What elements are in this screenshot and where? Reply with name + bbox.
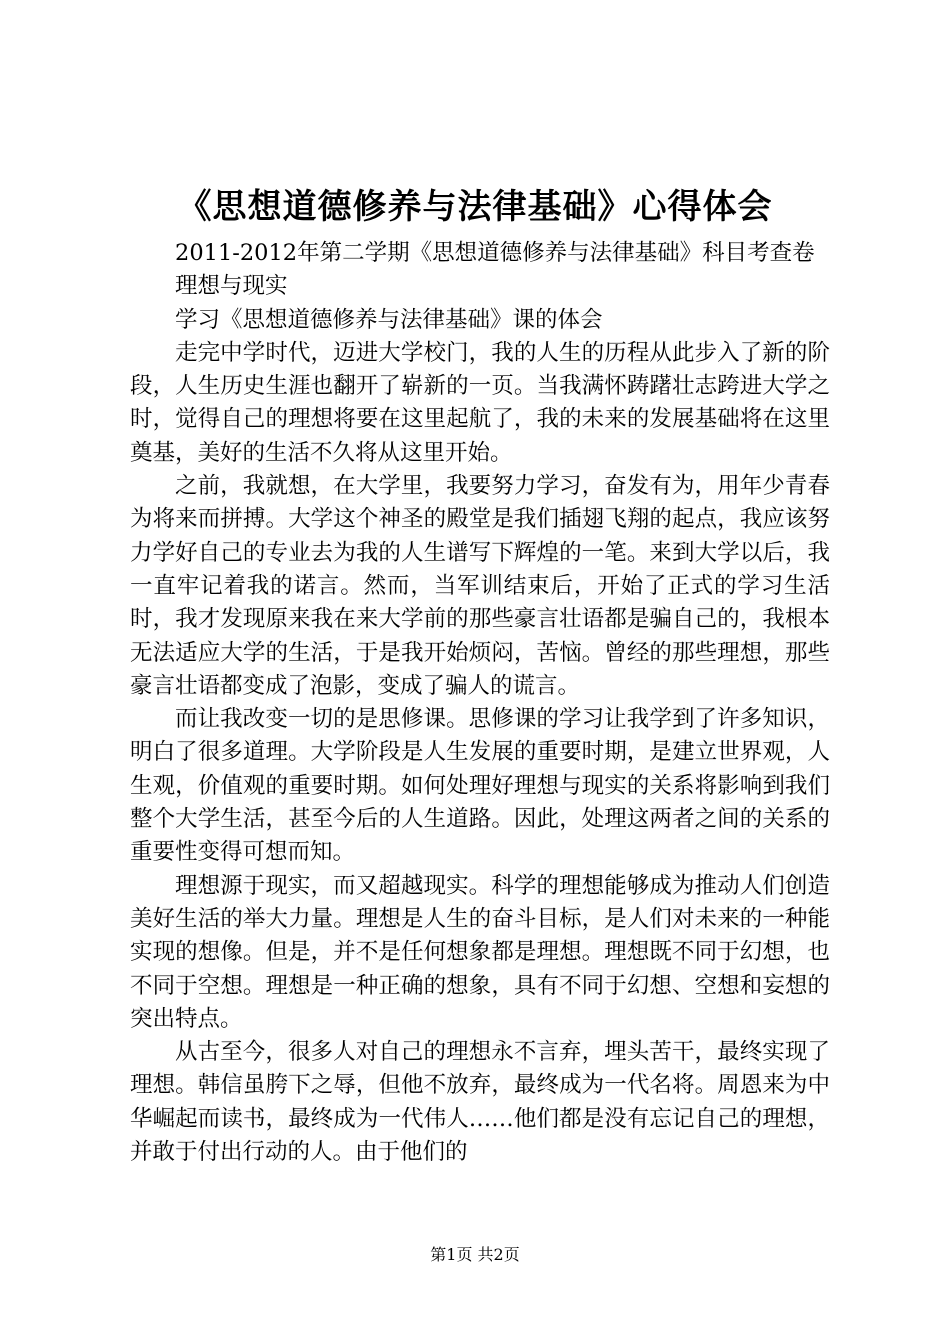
essay-subtitle: 学习《思想道德修养与法律基础》课的体会 xyxy=(175,306,603,333)
document-title: 《思想道德修养与法律基础》心得体会 xyxy=(177,187,773,227)
paragraph: 从古至今，很多人对自己的理想永不言弃，埋头苦干，最终实现了理想。韩信虽胯下之辱，但他不放弃，最终成为一代名将。周恩来为中华崛起而读书，最终成为一代伟人……他们都是没有忘记自己的理想，并敢于付出行动的人。由于他们的 xyxy=(130,1039,830,1166)
page-footer: 第1页 共2页 xyxy=(430,1245,520,1264)
essay-topic: 理想与现实 xyxy=(175,273,288,300)
paragraph: 之前，我就想，在大学里，我要努力学习，奋发有为，用年少青春为将来而拼搏。大学这个神圣的殿堂是我们插翅飞翔的起点，我应该努力学好自己的专业去为我的人生谱写下辉煌的一笔。来到大学以后，我一直牢记着我的诺言。然而，当军训结束后，开始了正式的学习生活时，我才发现原来我在来大学前的那些豪言壮语都是骗自己的，我根本无法适应大学的生活，于是我开始烦闷，苦恼。曾经的那些理想，那些豪言壮语都变成了泡影，变成了骗人的谎言。 xyxy=(130,473,830,699)
paragraph: 走完中学时代，迈进大学校门，我的人生的历程从此步入了新的阶段，人生历史生涯也翻开了崭新的一页。当我满怀踌躇壮志跨进大学之时，觉得自己的理想将要在这里起航了，我的未来的发展基础将在这里奠基，美好的生活不久将从这里开始。 xyxy=(130,339,830,466)
paragraph: 理想源于现实，而又超越现实。科学的理想能够成为推动人们创造美好生活的举大力量。理想是人生的奋斗目标，是人们对未来的一种能实现的想像。但是，并不是任何想象都是理想。理想既不同于幻想，也不同于空想。理想是一种正确的想象，具有不同于幻想、空想和妄想的突出特点。 xyxy=(130,872,830,1032)
paragraph: 而让我改变一切的是思修课。思修课的学习让我学到了许多知识，明白了很多道理。大学阶段是人生发展的重要时期，是建立世界观，人生观，价值观的重要时期。如何处理好理想与现实的关系将影响到我们整个大学生活，甚至今后的人生道路。因此，处理这两者之间的关系的重要性变得可想而知。 xyxy=(130,706,830,866)
document-body xyxy=(130,237,830,1169)
exam-heading: 2011-2012年第二学期《思想道德修养与法律基础》科目考查卷 xyxy=(175,240,815,266)
